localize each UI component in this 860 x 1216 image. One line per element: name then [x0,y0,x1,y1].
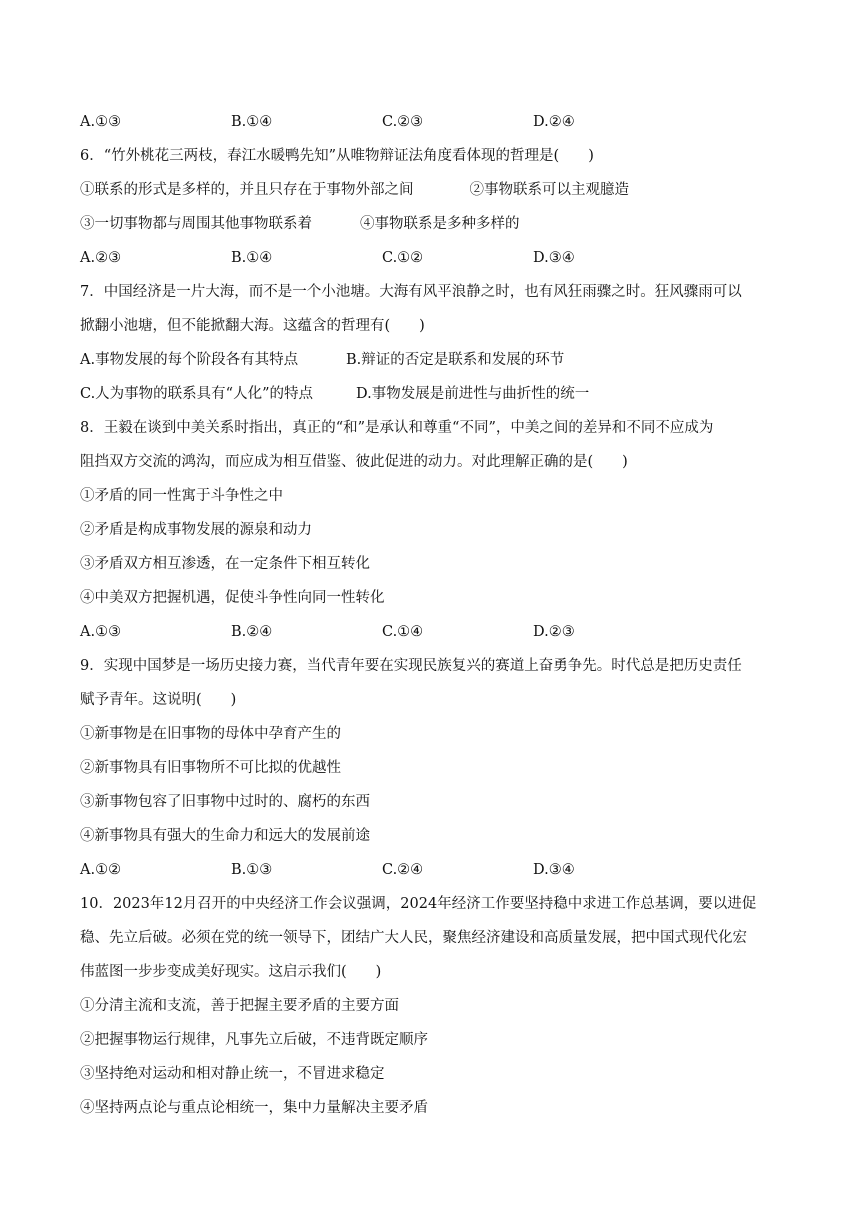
q7-stem-line1: 7．中国经济是一片大海，而不是一个小池塘。大海有风平浪静之时，也有风狂雨骤之时。狂风骤雨可以 [80,284,742,300]
q9-item-2: ②新事物具有旧事物所不可比拟的优越性 [80,760,341,776]
q10-stem-line3: 伟蓝图一步步变成美好现实。这启示我们( ) [80,964,382,980]
q9-option-b: B.①③ [231,862,273,878]
q5-options [80,112,780,132]
q10-stem-line1: 10．2023年12月召开的中央经济工作会议强调，2024年经济工作要坚持稳中求进工作总基调，要以进促 [80,896,757,912]
q8-option-c: C.①④ [382,624,424,640]
q5-option-c: C.②③ [382,114,424,130]
q9-options [80,860,780,880]
q6-option-a: A.②③ [80,250,122,266]
q9-option-a: A.①② [80,862,122,878]
q10-stem-line2: 稳、先立后破。必须在党的统一领导下，团结广大人民，聚焦经济建设和高质量发展，把中国式现代化宏 [80,930,747,946]
q10-item-1: ①分清主流和支流，善于把握主要矛盾的主要方面 [80,998,399,1014]
q6-option-c: C.①② [382,250,424,266]
q5-option-d: D.②④ [533,114,575,130]
q9-item-3: ③新事物包容了旧事物中过时的、腐朽的东西 [80,794,370,810]
q5-option-a: A.①③ [80,114,122,130]
q6-option-d: D.③④ [533,250,575,266]
q5-option-b: B.①④ [231,114,273,130]
q10-item-4: ④坚持两点论与重点论相统一，集中力量解决主要矛盾 [80,1100,428,1116]
q6-items-row2 [80,214,780,234]
q8-option-b: B.②④ [231,624,273,640]
q9-item-4: ④新事物具有强大的生命力和远大的发展前途 [80,828,370,844]
q7-options-row2 [80,384,780,404]
q10-item-2: ②把握事物运行规律，凡事先立后破，不违背既定顺序 [80,1032,428,1048]
q8-item-1: ①矛盾的同一性寓于斗争性之中 [80,488,283,504]
q6-items-row1 [80,180,780,200]
q8-option-d: D.②③ [533,624,575,640]
q6-stem: 6．“竹外桃花三两枝，春江水暖鸭先知”从唯物辩证法角度看体现的哲理是( ) [80,148,594,164]
q8-stem-line2: 阻挡双方交流的鸿沟，而应成为相互借鉴、彼此促进的动力。对此理解正确的是( ) [80,454,628,470]
q7-option-b: B.辩证的否定是联系和发展的环节 [346,352,565,368]
q8-stem-line1: 8．王毅在谈到中美关系时指出，真正的“和”是承认和尊重“不同”，中美之间的差异和不同不应成为 [80,420,714,436]
q9-item-1: ①新事物是在旧事物的母体中孕育产生的 [80,726,341,742]
q6-option-b: B.①④ [231,250,273,266]
q7-option-a: A.事物发展的每个阶段各有其特点 [80,352,299,368]
q8-item-4: ④中美双方把握机遇，促使斗争性向同一性转化 [80,590,385,606]
q8-option-a: A.①③ [80,624,122,640]
q9-option-d: D.③④ [533,862,575,878]
q8-item-3: ③矛盾双方相互渗透，在一定条件下相互转化 [80,556,370,572]
q9-stem-line1: 9．实现中国梦是一场历史接力赛，当代青年要在实现民族复兴的赛道上奋勇争先。时代总是把历史责任 [80,658,742,674]
q7-stem-line2: 掀翻小池塘，但不能掀翻大海。这蕴含的哲理有( ) [80,318,425,334]
q6-item-4: ④事物联系是多种多样的 [360,216,520,232]
q7-options-row1 [80,350,780,370]
q6-item-2: ②事物联系可以主观臆造 [469,182,629,198]
q8-item-2: ②矛盾是构成事物发展的源泉和动力 [80,522,312,538]
q6-item-1: ①联系的形式是多样的，并且只存在于事物外部之间 [80,182,414,198]
q9-option-c: C.②④ [382,862,424,878]
q9-stem-line2: 赋予青年。这说明( ) [80,692,237,708]
q8-options [80,622,780,642]
q6-item-3: ③一切事物都与周围其他事物联系着 [80,216,312,232]
q7-option-d: D.事物发展是前进性与曲折性的统一 [356,386,590,402]
q10-item-3: ③坚持绝对运动和相对静止统一，不冒进求稳定 [80,1066,385,1082]
q7-option-c: C.人为事物的联系具有“人化”的特点 [80,386,314,402]
q6-options [80,248,780,268]
